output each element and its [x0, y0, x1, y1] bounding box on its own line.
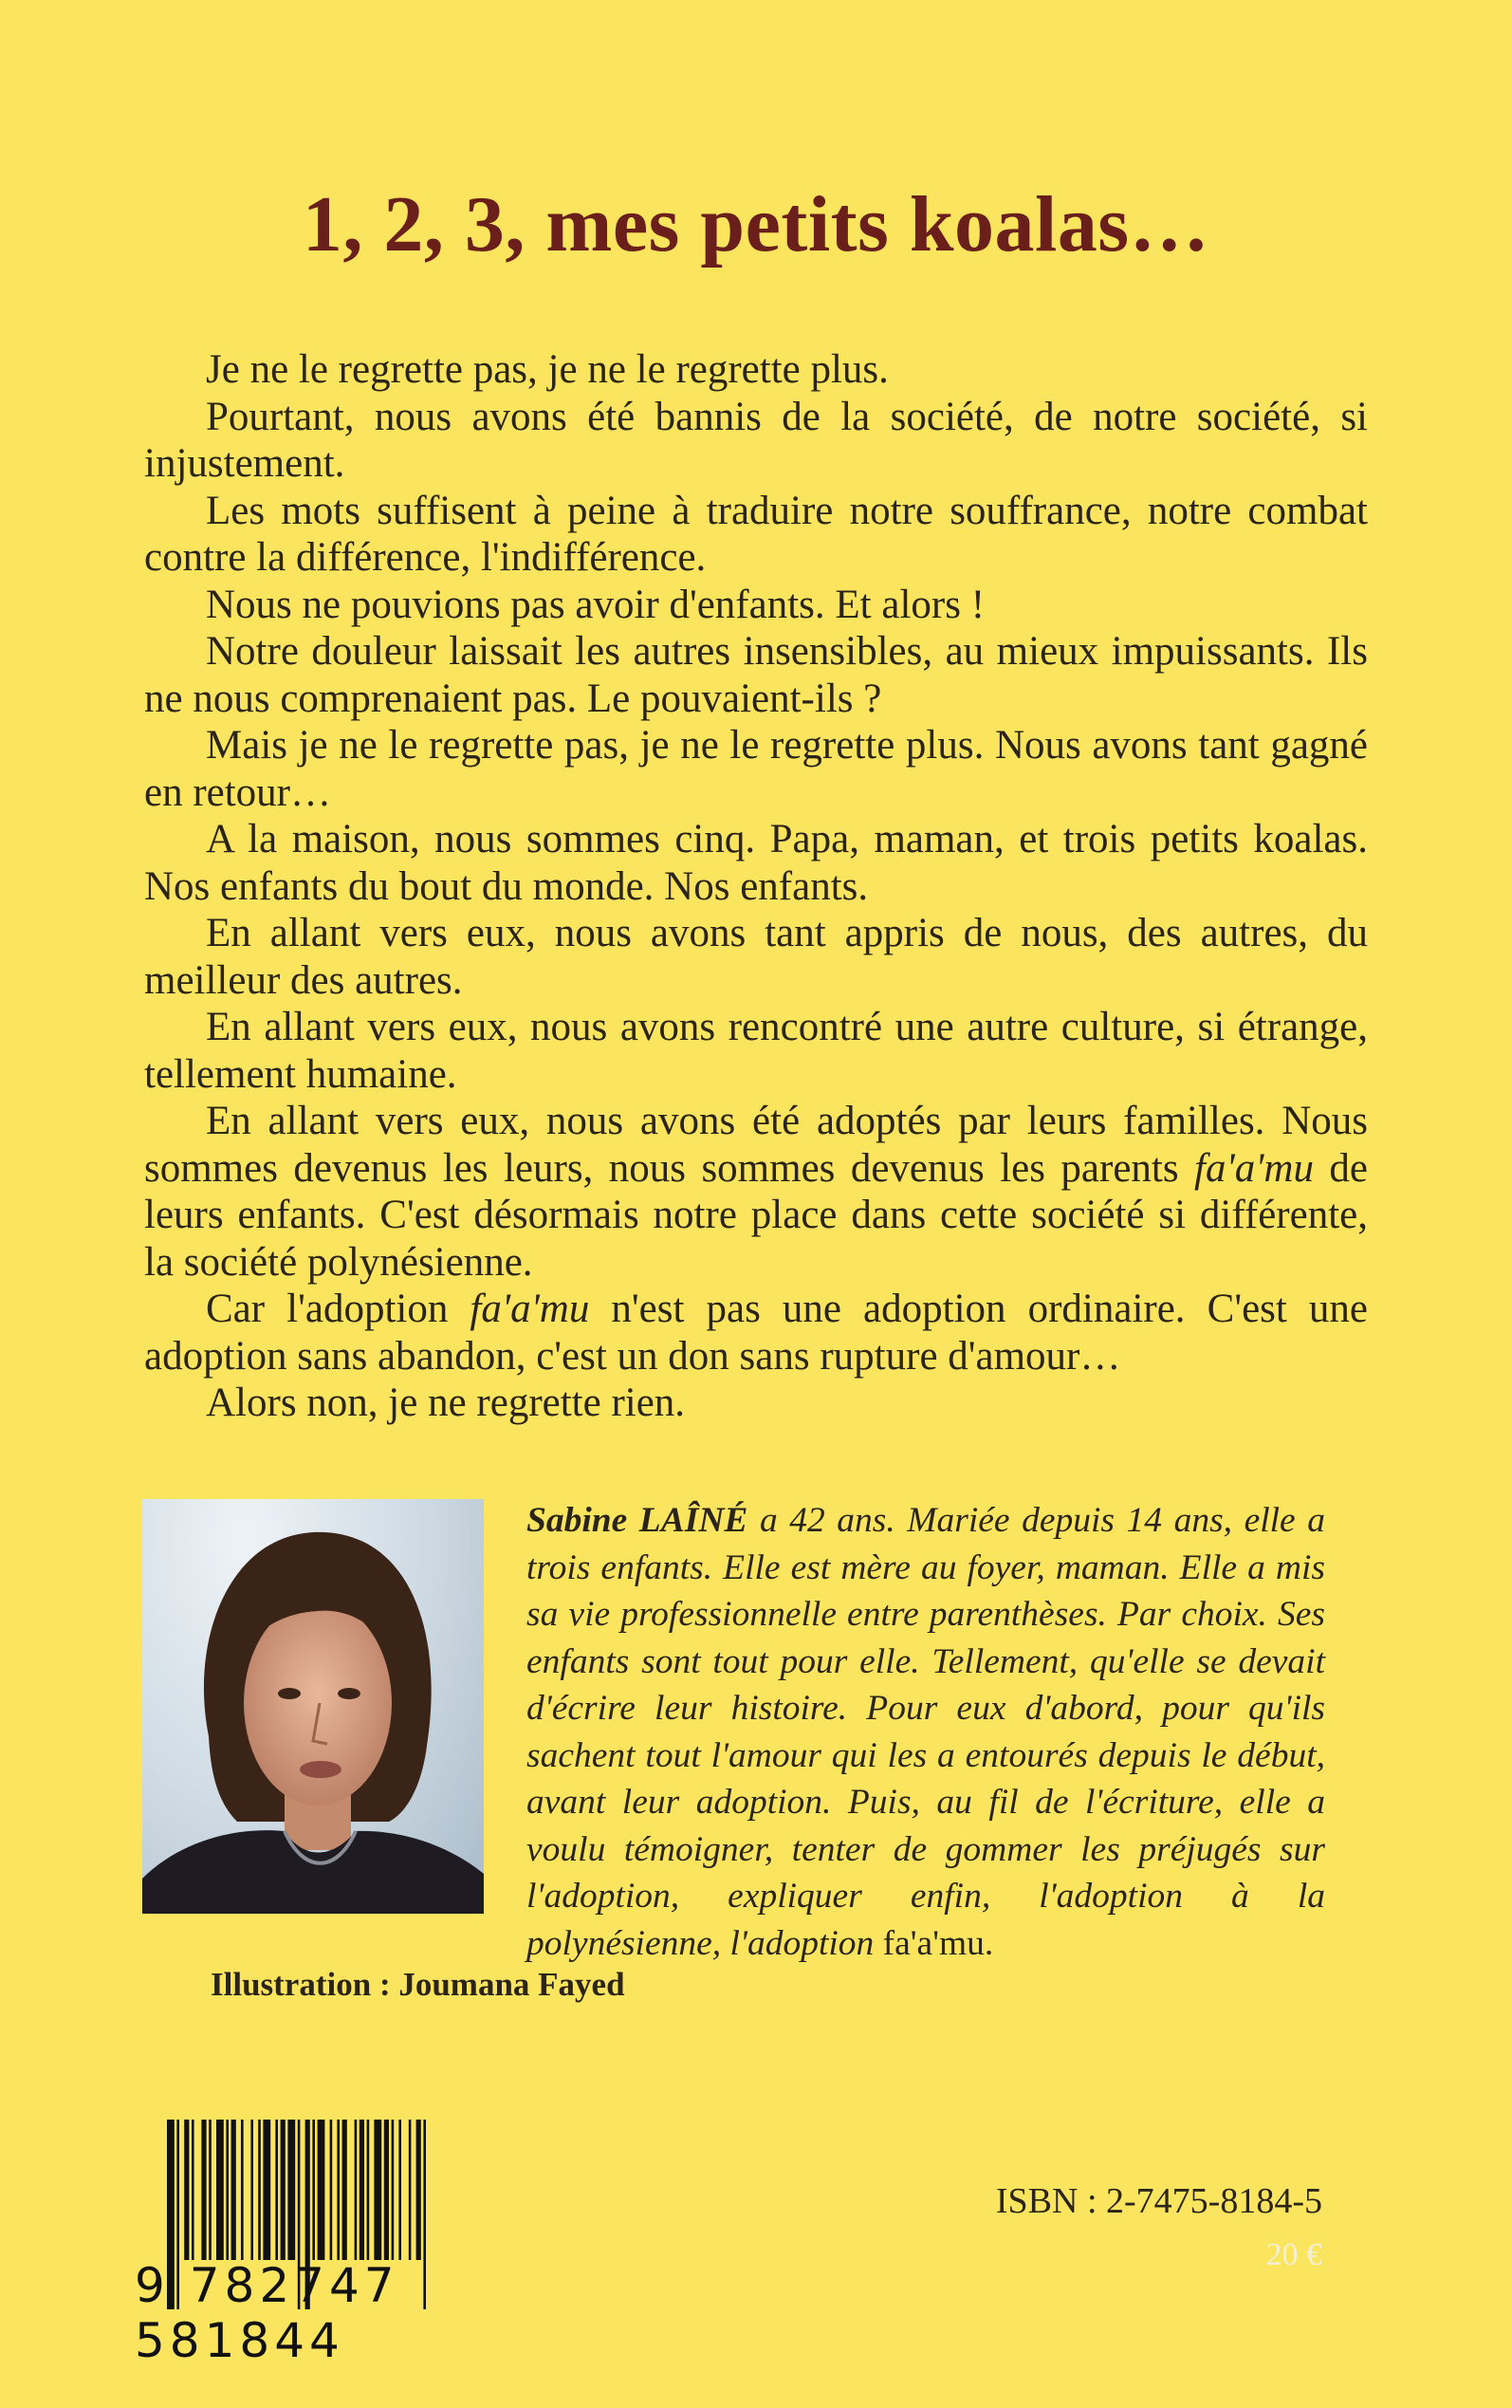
text: de leurs enfants. C'est désormais notre place dans cette société si différente, la société polynésienne. [144, 1145, 1368, 1285]
paragraph: Les mots suffisent à peine à traduire notre souffrance, notre combat contre la différence, l'indifférence. [144, 488, 1368, 580]
barcode-bar [337, 2120, 340, 2260]
barcode-bar [312, 2120, 315, 2260]
author-bio [526, 1497, 1325, 1967]
paragraph: A la maison, nous sommes cinq. Papa, maman, et trois petits koalas. Nos enfants du bout du monde. Nos enfants. [144, 817, 1368, 909]
barcode-bar [216, 2120, 224, 2260]
paragraph: Alors non, je ne regrette rien. [206, 1380, 686, 1425]
illustration-credit: Illustration : Joumana Fayed [211, 1966, 625, 2003]
author-name: Sabine LAÎNÉ [526, 1501, 748, 1540]
bio-text: a 42 ans. Mariée depuis 14 ans, elle a trois enfants. Elle est mère au foyer, maman. Elle a mis sa vie professionnelle entre parenthèses. Par choix. Ses enfants sont tout pour elle. Tellement, qu'elle se devait d'écrire leur histoire. Pour eux d'abord, pour qu'ils sachent tout l'amour qui les a entourés depuis le début, avant leur adoption. Puis, au fil de l'écriture, elle a voulu témoigner, tenter de gommer les préjugés sur l'adoption, expliquer enfin, l'adoption à la polynésienne, l'adoption [526, 1501, 1325, 1963]
price: 20 € [1265, 2237, 1322, 2272]
barcode-bar [398, 2120, 401, 2260]
paragraph: Pourtant, nous avons été bannis de la société, de notre société, si injustement. [144, 394, 1368, 486]
bio-term: fa'a'mu. [882, 1923, 994, 1963]
barcode-bar [250, 2120, 253, 2260]
barcode-bar [416, 2120, 421, 2260]
paragraph: Mais je ne le regrette pas, je ne le regrette plus. Nous avons tant gagné en retour… [144, 723, 1368, 815]
barcode-bar [318, 2120, 325, 2260]
barcode-number: 9 782747 581844 [135, 2258, 399, 2368]
paragraph: Je ne le regrette pas, je ne le regrette plus. [206, 347, 889, 392]
barcode-bar [201, 2120, 206, 2260]
barcode-bar [231, 2120, 236, 2260]
book-title: 1, 2, 3, mes petits koalas… [302, 180, 1210, 269]
paragraph: Nous ne pouvions pas avoir d'enfants. Et alors ! [206, 582, 986, 627]
author-photo [142, 1499, 484, 1914]
barcode-bar [226, 2120, 229, 2260]
text: En allant vers eux, nous avons été adoptés par leurs familles. Nous sommes devenus les leurs, nous sommes devenus les parents [144, 1099, 1368, 1191]
barcode-bar [392, 2120, 395, 2260]
barcode-bar [342, 2120, 347, 2260]
barcode-bar [275, 2120, 278, 2260]
barcode-bar [409, 2120, 412, 2260]
barcode-bar [287, 2120, 295, 2260]
barcode-bar [184, 2120, 189, 2260]
barcode-bar [355, 2120, 358, 2260]
text: n'est pas une adoption ordinaire. C'est une adoption sans abandon, c'est un don sans rupture d'amour… [144, 1287, 1368, 1379]
italic-term: fa'a'mu [1194, 1145, 1314, 1191]
barcode-bar [330, 2120, 333, 2260]
barcode-bar [192, 2120, 194, 2260]
paragraph: En allant vers eux, nous avons tant appris de nous, des autres, du meilleur des autres. [144, 911, 1368, 1003]
barcode-bar [209, 2120, 212, 2260]
paragraph: En allant vers eux, nous avons rencontré une autre culture, si étrange, tellement humaine. [144, 1005, 1368, 1097]
barcode-bar [367, 2120, 370, 2260]
barcode-bar [263, 2120, 270, 2260]
barcode-bar [241, 2120, 244, 2260]
barcode-bar [281, 2120, 286, 2260]
barcode-bar [360, 2120, 364, 2260]
text: Car l'adoption [206, 1287, 470, 1331]
author-portrait-icon [142, 1499, 484, 1914]
barcode-bar [258, 2120, 261, 2260]
barcode-bar [374, 2120, 381, 2260]
paragraph [144, 1098, 1368, 1286]
paragraph [144, 1286, 1368, 1380]
barcode-bar [384, 2120, 389, 2260]
isbn: ISBN : 2-7475-8184-5 [995, 2181, 1322, 2221]
paragraph: Notre douleur laissait les autres insensibles, au mieux impuissants. Ils ne nous comprenaient pas. Le pouvaient-ils ? [144, 629, 1368, 721]
back-cover-text [144, 346, 1368, 1427]
italic-term: fa'a'mu [470, 1287, 590, 1331]
